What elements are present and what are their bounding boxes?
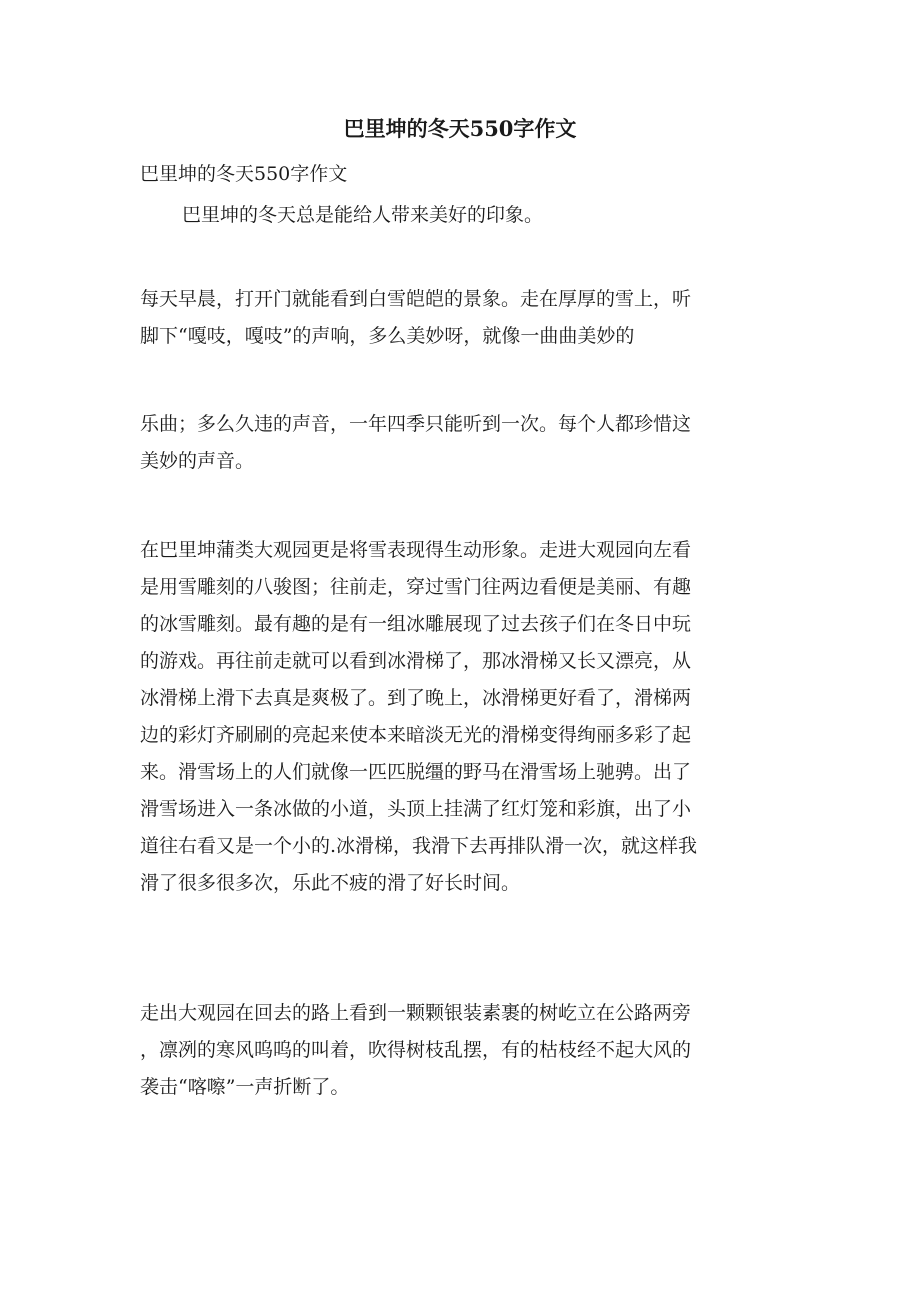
document-title: 巴里坤的冬天550字作文 [343, 116, 577, 141]
paragraph-line: 在巴里坤蒲类大观园更是将雪表现得生动形象。走进大观园向左看 [140, 539, 692, 561]
paragraph-line: 滑雪场进入一条冰做的小道，头顶上挂满了红灯笼和彩旗，出了小 [140, 798, 692, 820]
paragraph-line: 滑了很多很多次，乐此不疲的滑了好长时间。 [140, 872, 521, 894]
paragraph-line: 美妙的声音。 [140, 450, 255, 472]
paragraph-2 [140, 281, 790, 355]
paragraph-line: 的冰雪雕刻。最有趣的是有一组冰雕展现了过去孩子们在冬日中玩 [140, 613, 692, 635]
paragraph-line: 巴里坤的冬天总是能给人带来美好的印象。 [182, 204, 544, 226]
paragraph-line: 冰滑梯上滑下去真是爽极了。到了晚上，冰滑梯更好看了，滑梯两 [140, 687, 692, 709]
paragraph-1 [140, 197, 790, 234]
document-subtitle: 巴里坤的冬天550字作文 [140, 163, 348, 185]
paragraph-line: 袭击“喀嚓”一声折断了。 [140, 1076, 350, 1098]
paragraph-line: 是用雪雕刻的八骏图；往前走，穿过雪门往两边看便是美丽、有趣 [140, 576, 692, 598]
paragraph-3 [140, 406, 790, 480]
paragraph-line: 边的彩灯齐刷刷的亮起来使本来暗淡无光的滑梯变得绚丽多彩了起 [140, 724, 692, 746]
paragraph-line: 乐曲；多么久违的声音，一年四季只能听到一次。每个人都珍惜这 [140, 413, 692, 435]
paragraph-4 [140, 532, 790, 902]
paragraph-line: 道往右看又是一个小的.冰滑梯，我滑下去再排队滑一次，就这样我 [140, 835, 698, 857]
paragraph-line: 每天早晨，打开门就能看到白雪皑皑的景象。走在厚厚的雪上，听 [140, 288, 692, 310]
paragraph-line: 走出大观园在回去的路上看到一颗颗银装素裹的树屹立在公路两旁 [140, 1002, 692, 1024]
paragraph-line: 的游戏。再往前走就可以看到冰滑梯了，那冰滑梯又长又漂亮，从 [140, 650, 692, 672]
paragraph-line: 来。滑雪场上的人们就像一匹匹脱缰的野马在滑雪场上驰骋。出了 [140, 761, 692, 783]
paragraph-line: 脚下“嘎吱，嘎吱”的声响，多么美妙呀，就像一曲曲美妙的 [140, 325, 635, 347]
paragraph-line: ，凛冽的寒风呜呜的叫着，吹得树枝乱摆，有的枯枝经不起大风的 [140, 1039, 692, 1061]
paragraph-5 [140, 995, 790, 1106]
